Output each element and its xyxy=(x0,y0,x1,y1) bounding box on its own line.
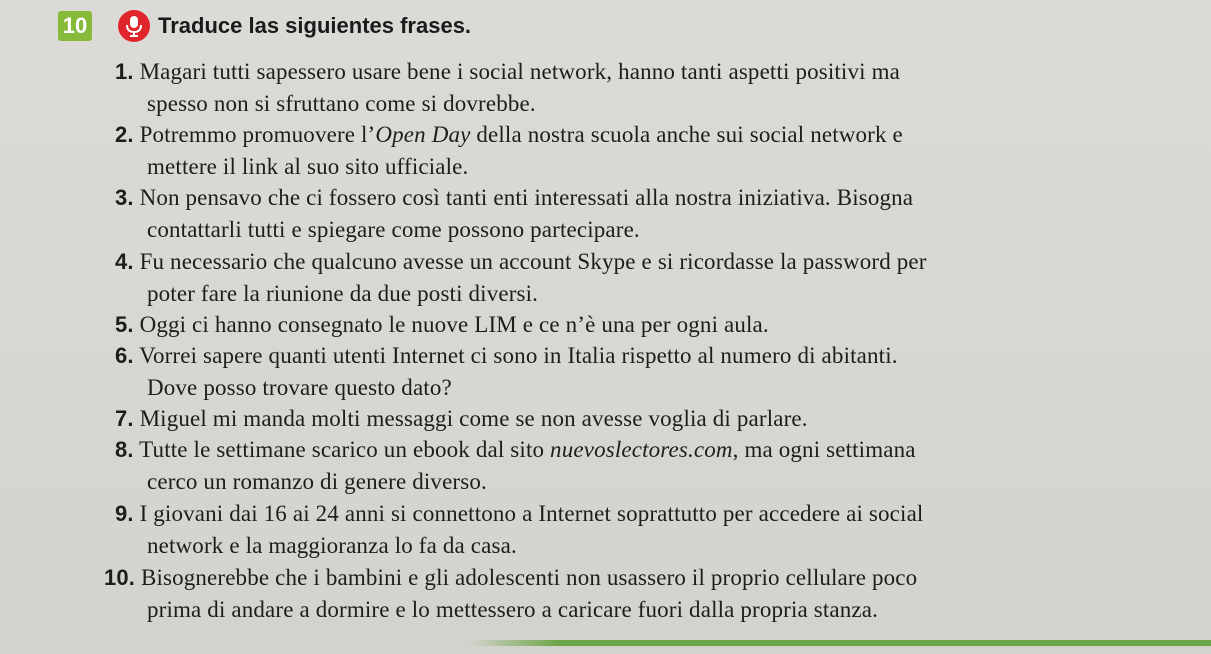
list-item-9-line-2: network e la maggioranza lo fa da casa. xyxy=(147,533,517,558)
item-text: Oggi ci hanno consegnato le nuove LIM e ce n’è una per ogni aula. xyxy=(139,312,769,337)
item-text-start: Tutte le settimane scarico un ebook dal sito xyxy=(139,437,551,462)
list-item-1-line-2: spesso non si sfruttano come si dovrebbe. xyxy=(147,91,536,116)
microphone-icon-glyph xyxy=(124,15,144,37)
item-number: 10. xyxy=(104,565,136,590)
item-text: Magari tutti sapessero usare bene i social network, hanno tanti aspetti positivi ma xyxy=(139,59,900,84)
list-item-10-line-1 xyxy=(104,564,917,592)
list-item-2-line-2: mettere il link al suo sito ufficiale. xyxy=(147,154,469,179)
list-item-1-line-1 xyxy=(115,58,900,86)
item-text: Vorrei sapere quanti utenti Internet ci sono in Italia rispetto al numero di abitanti. xyxy=(139,343,898,368)
list-item-6-line-2: Dove posso trovare questo dato? xyxy=(147,375,452,400)
exercise-title: Traduce las siguientes frases. xyxy=(158,13,472,38)
item-text-italic: Open Day xyxy=(375,122,471,147)
item-number: 8. xyxy=(115,437,134,462)
item-number: 7. xyxy=(115,406,134,431)
item-text: Non pensavo che ci fossero così tanti enti interessati alla nostra iniziativa. Bisogna xyxy=(139,185,914,210)
item-number: 5. xyxy=(115,312,134,337)
item-text: Fu necessario che qualcuno avesse un account Skype e si ricordasse la password per xyxy=(139,249,927,274)
item-text: I giovani dai 16 ai 24 anni si connettono a Internet soprattutto per accedere ai social xyxy=(139,501,924,526)
item-number: 6. xyxy=(115,343,134,368)
microphone-icon xyxy=(118,10,150,42)
list-item-7-line-1 xyxy=(115,405,808,433)
list-item-8-line-1 xyxy=(115,436,916,464)
list-item-10-line-2: prima di andare a dormire e lo mettessero a caricare fuori dalla propria stanza. xyxy=(147,597,879,622)
item-number: 9. xyxy=(115,501,134,526)
item-text-end: , ma ogni settimana xyxy=(732,437,916,462)
item-text: Bisognerebbe che i bambini e gli adolescenti non usassero il proprio cellulare poco xyxy=(140,565,918,590)
exercise-number-badge: 10 xyxy=(58,11,92,41)
exercise-header xyxy=(58,6,471,46)
item-text: Miguel mi manda molti messaggi come se non avesse voglia di parlare. xyxy=(139,406,808,431)
list-item-6-line-1 xyxy=(115,342,898,370)
item-number: 3. xyxy=(115,185,134,210)
item-text-start: Potremmo promuovere l’ xyxy=(139,122,376,147)
list-item-9-line-1 xyxy=(115,500,923,528)
list-item-3-line-2: contattarli tutti e spiegare come possono partecipare. xyxy=(147,217,640,242)
list-item-3-line-1 xyxy=(115,184,913,212)
item-text-italic: nuevoslectores.com xyxy=(550,437,733,462)
list-item-4-line-2: poter fare la riunione da due posti diversi. xyxy=(147,281,539,306)
item-number: 1. xyxy=(115,59,134,84)
item-text-end: della nostra scuola anche sui social network e xyxy=(470,122,903,147)
item-number: 2. xyxy=(115,122,134,147)
list-item-8-line-2: cerco un romanzo di genere diverso. xyxy=(147,469,487,494)
list-item-2-line-1 xyxy=(115,121,903,149)
bottom-decorative-bar xyxy=(470,640,1211,646)
list-item-5-line-1 xyxy=(115,311,769,339)
item-number: 4. xyxy=(115,249,134,274)
list-item-4-line-1 xyxy=(115,248,927,276)
